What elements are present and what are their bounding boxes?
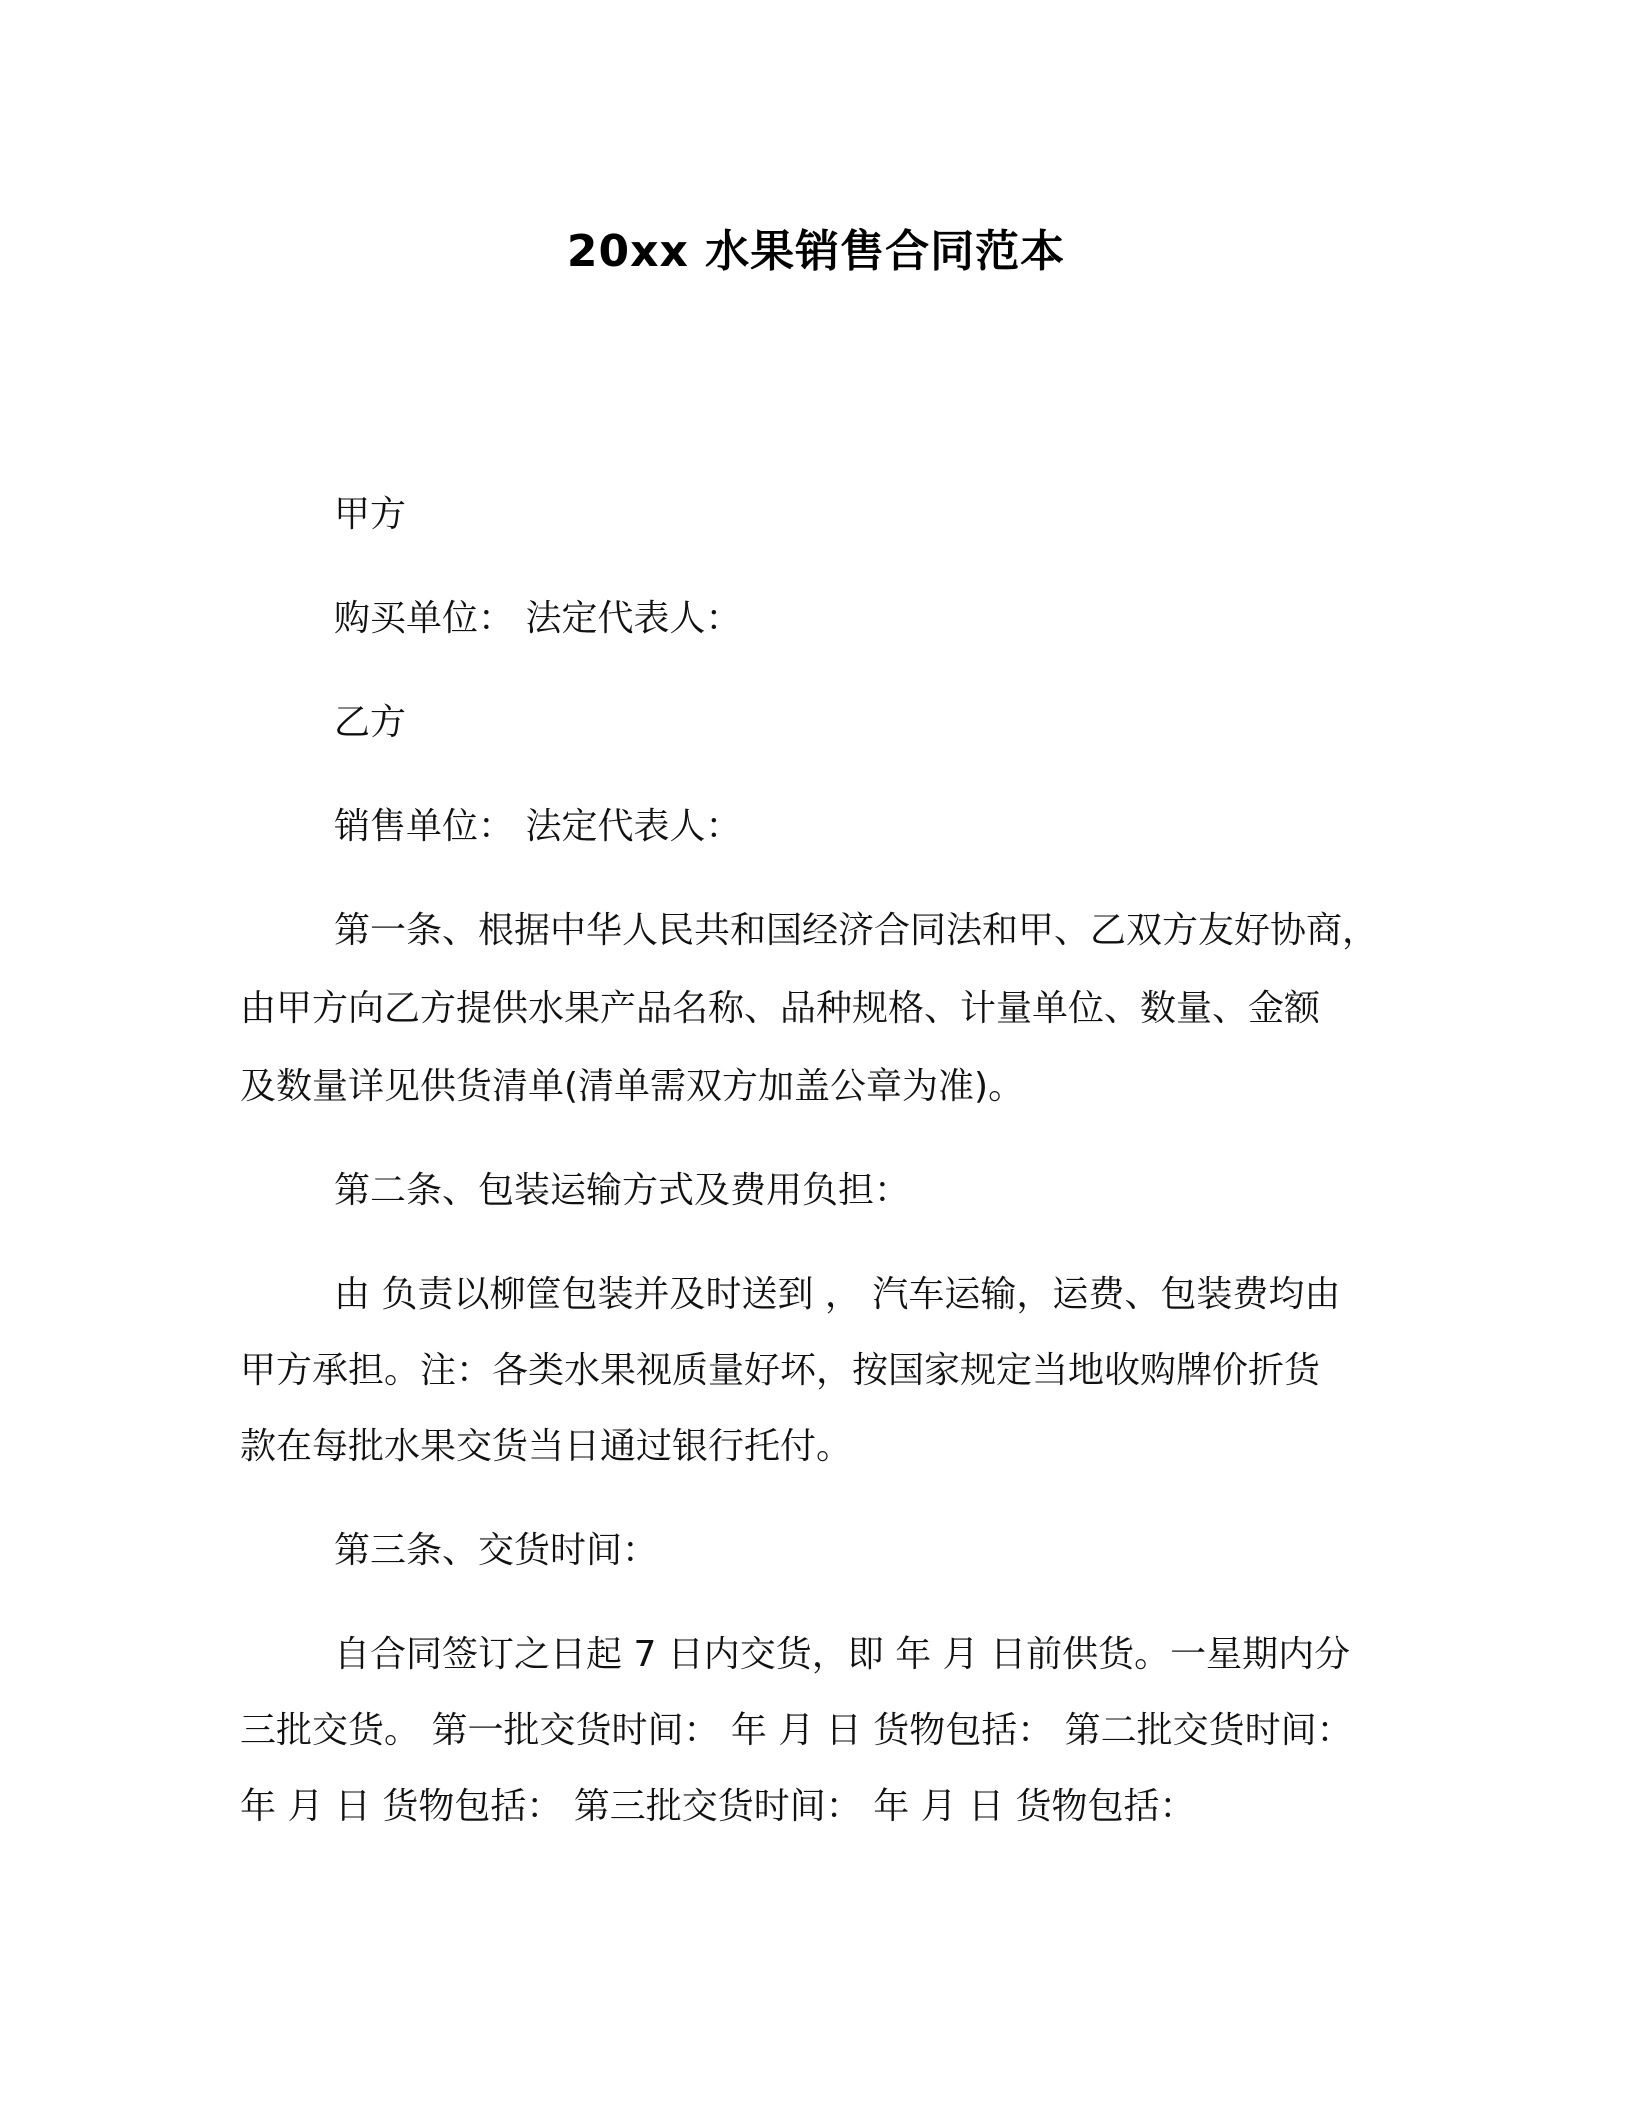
article3-line-2: 三批交货。 第一批交货时间： 年 月 日 货物包括： 第二批交货时间： — [240, 1710, 1353, 1751]
party-b-line: 销售单位： 法定代表人： — [334, 806, 742, 847]
article2-line-3: 款在每批水果交货当日通过银行托付。 — [240, 1426, 853, 1467]
article3-line-1: 自合同签订之日起 7 日内交货，即 年 月 日前供货。一星期内分 — [334, 1634, 1351, 1675]
document-title: 20xx 水果销售合同范本 — [566, 226, 1066, 277]
article3-line-3: 年 月 日 货物包括： 第三批交货时间： 年 月 日 货物包括： — [240, 1786, 1196, 1827]
article3-heading: 第三条、交货时间： — [334, 1530, 659, 1571]
article2-line-2: 甲方承担。注：各类水果视质量好坏，按国家规定当地收购牌价折货 — [240, 1350, 1321, 1391]
party-b-heading: 乙方 — [334, 702, 407, 743]
article2-heading: 第二条、包装运输方式及费用负担： — [334, 1170, 911, 1211]
article1-line-1: 第一条、根据中华人民共和国经济合同法和甲、乙双方友好协商， — [334, 910, 1379, 951]
party-a-line: 购买单位： 法定代表人： — [334, 598, 742, 639]
article1-line-3: 及数量详见供货清单(清单需双方加盖公章为准)。 — [240, 1066, 1025, 1107]
party-a-heading: 甲方 — [334, 494, 407, 535]
article1-line-2: 由甲方向乙方提供水果产品名称、品种规格、计量单位、数量、金额 — [240, 988, 1321, 1029]
article2-line-1: 由 负责以柳筐包装并及时送到 ， 汽车运输，运费、包装费均由 — [334, 1274, 1341, 1315]
